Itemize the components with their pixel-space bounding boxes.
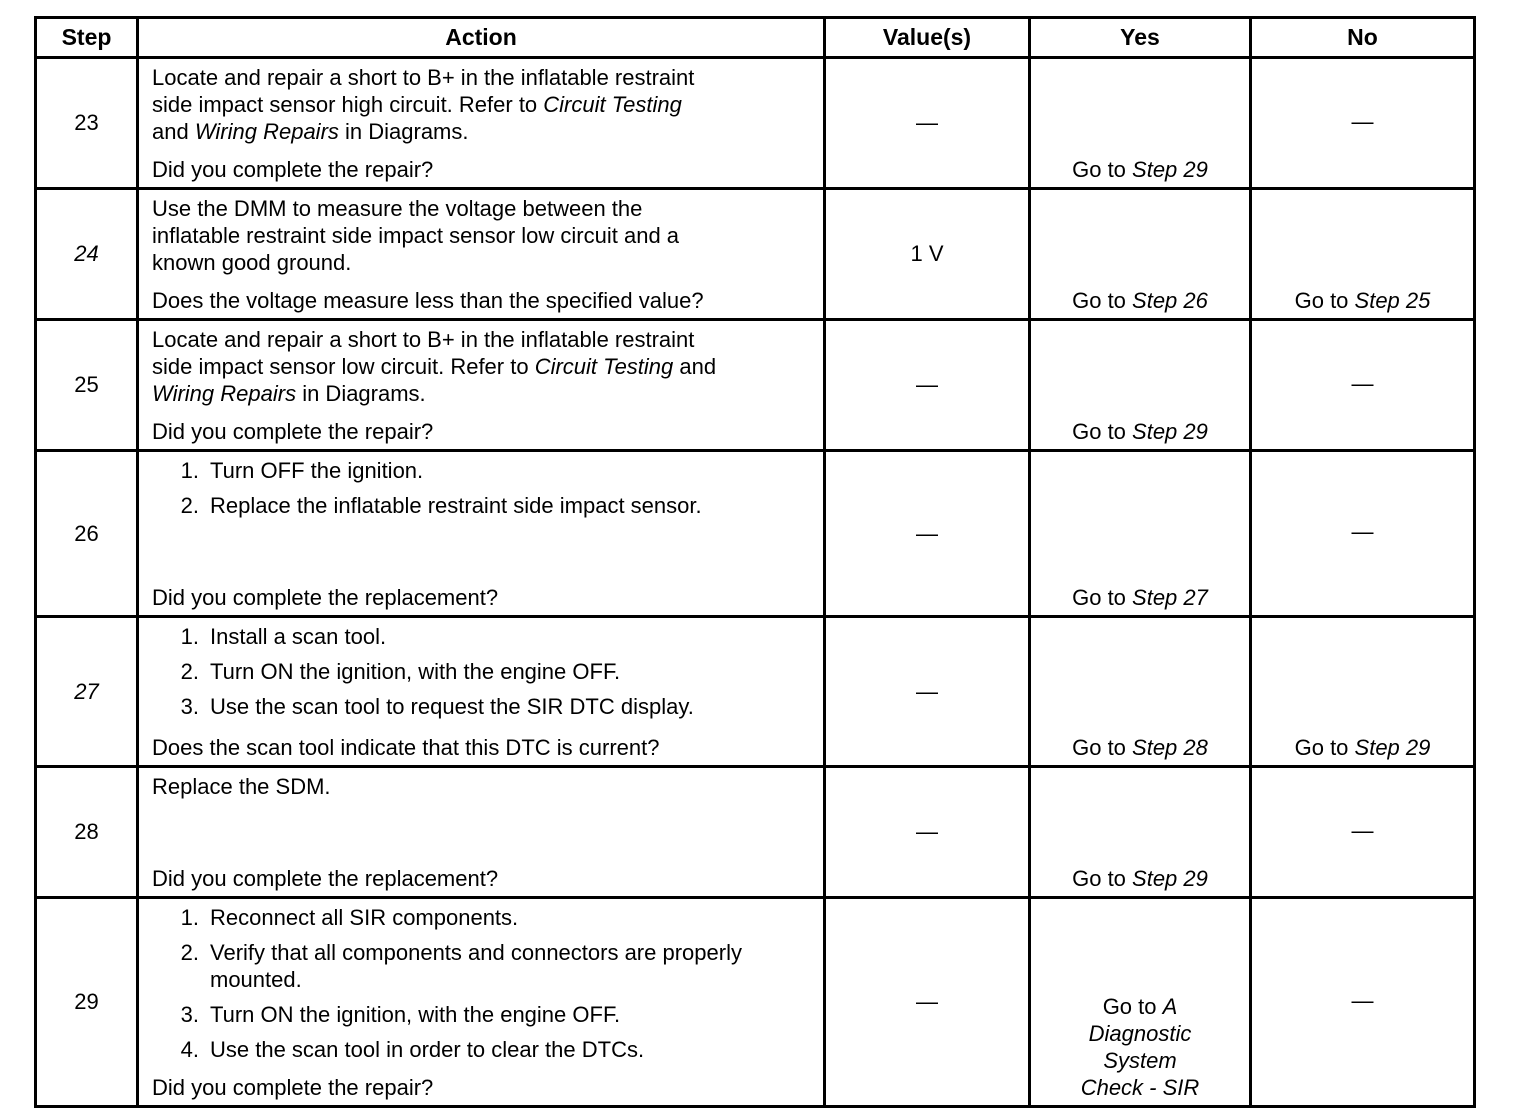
yes-prefix: Go to — [1072, 288, 1133, 313]
yes-cell — [1030, 58, 1251, 189]
action-text: inflatable restraint side impact sensor low circuit and a — [152, 223, 680, 248]
numbered-step — [152, 1036, 811, 1063]
table-row — [36, 320, 1475, 451]
no-cell — [1251, 451, 1475, 617]
step-number: 26 — [36, 451, 138, 617]
action-line — [152, 91, 811, 118]
action-text: side impact sensor high circuit. Refer to — [152, 92, 544, 117]
yes-cell — [1030, 767, 1251, 898]
header-row — [36, 18, 1475, 58]
numbered-step — [152, 492, 811, 519]
action-instructions — [152, 623, 811, 728]
step-index: 4. — [180, 1037, 199, 1062]
action-content — [139, 59, 823, 187]
yes-cell — [1030, 898, 1251, 1107]
cross-reference: Circuit Testing — [543, 92, 682, 117]
action-text: in Diagrams. — [296, 381, 426, 406]
step-index: 2. — [180, 659, 199, 684]
yes-cell — [1030, 320, 1251, 451]
yes-prefix: Go to — [1102, 994, 1163, 1019]
numbered-steps — [152, 457, 811, 519]
no-dash: — — [1351, 817, 1374, 843]
action-text: Locate and repair a short to B+ in the inflatable restraint — [152, 65, 695, 90]
no-cell — [1251, 58, 1475, 189]
numbered-step — [152, 457, 811, 484]
step-text: Turn OFF the ignition. — [210, 458, 424, 483]
header-yes: Yes — [1030, 18, 1251, 58]
yes-cell — [1030, 617, 1251, 767]
table-row — [36, 617, 1475, 767]
action-text: and — [673, 354, 717, 379]
step-number: 28 — [36, 767, 138, 898]
header-action: Action — [138, 18, 825, 58]
step-index: 2. — [180, 940, 199, 965]
no-dash: — — [1351, 987, 1374, 1013]
action-line — [152, 773, 811, 800]
action-line — [152, 353, 811, 380]
action-line — [152, 326, 811, 353]
value-cell: — — [825, 451, 1030, 617]
yes-prefix: Go to — [1072, 866, 1133, 891]
table-row — [36, 189, 1475, 320]
action-cell — [138, 58, 825, 189]
no-cell — [1251, 898, 1475, 1107]
step-index: 3. — [180, 1002, 199, 1027]
action-question: Did you complete the replacement? — [152, 585, 499, 610]
yes-step-reference: Step 26 — [1132, 288, 1208, 313]
diagnostic-table — [34, 16, 1476, 1108]
action-cell — [138, 320, 825, 451]
table-row — [36, 58, 1475, 189]
action-content — [139, 618, 823, 765]
table-row — [36, 898, 1475, 1107]
header-step: Step — [36, 18, 138, 58]
yes-cell — [1030, 189, 1251, 320]
action-question: Does the scan tool indicate that this DTC is current? — [152, 735, 660, 760]
step-number: 29 — [36, 898, 138, 1107]
action-line — [152, 380, 811, 407]
action-content — [139, 321, 823, 449]
action-cell — [138, 451, 825, 617]
action-text: Locate and repair a short to B+ in the inflatable restraint — [152, 327, 695, 352]
step-index: 1. — [180, 905, 199, 930]
value-cell: — — [825, 58, 1030, 189]
step-text: Replace the inflatable restraint side impact sensor. — [210, 493, 702, 518]
step-text: Verify that all components and connectors are properly mounted. — [210, 940, 742, 992]
step-number: 27 — [36, 617, 138, 767]
step-number: 25 — [36, 320, 138, 451]
action-line — [152, 195, 811, 222]
step-index: 3. — [180, 694, 199, 719]
action-content — [139, 452, 823, 615]
action-instructions — [152, 326, 811, 407]
step-text: Reconnect all SIR components. — [210, 905, 519, 930]
action-text: Use the DMM to measure the voltage between the — [152, 196, 643, 221]
action-line — [152, 64, 811, 91]
header-values: Value(s) — [825, 18, 1030, 58]
action-cell — [138, 617, 825, 767]
action-instructions — [152, 457, 811, 527]
no-step-reference: Step 29 — [1354, 735, 1431, 760]
action-text: side impact sensor low circuit. Refer to — [152, 354, 535, 379]
numbered-step — [152, 693, 811, 720]
yes-step-reference: Step 29 — [1132, 866, 1208, 891]
action-instructions — [152, 195, 811, 276]
action-instructions — [152, 773, 811, 800]
step-text: Use the scan tool in order to clear the DTCs. — [210, 1037, 645, 1062]
action-content — [139, 190, 823, 318]
numbered-step — [152, 658, 811, 685]
action-content — [139, 768, 823, 896]
step-index: 1. — [180, 458, 199, 483]
value-cell: 1 V — [825, 189, 1030, 320]
no-dash: — — [1351, 370, 1374, 396]
numbered-step — [152, 904, 811, 931]
no-dash: — — [1351, 519, 1374, 544]
no-prefix: Go to — [1294, 735, 1355, 760]
step-text: Use the scan tool to request the SIR DTC display. — [210, 694, 694, 719]
step-number: 24 — [36, 189, 138, 320]
action-cell — [138, 189, 825, 320]
numbered-steps — [152, 904, 811, 1063]
value-cell: — — [825, 767, 1030, 898]
no-cell — [1251, 189, 1475, 320]
yes-prefix: Go to — [1072, 419, 1133, 444]
action-text: Replace the SDM. — [152, 774, 331, 799]
action-instructions — [152, 64, 811, 145]
action-line — [152, 118, 811, 145]
yes-step-reference: A Diagnostic System Check - SIR — [1080, 994, 1200, 1100]
no-cell — [1251, 320, 1475, 451]
no-prefix: Go to — [1294, 288, 1355, 313]
step-index: 1. — [180, 624, 199, 649]
action-text: known good ground. — [152, 250, 352, 275]
yes-cell — [1030, 451, 1251, 617]
numbered-steps — [152, 623, 811, 720]
action-line — [152, 249, 811, 276]
action-question: Does the voltage measure less than the specified value? — [152, 288, 704, 313]
step-text: Turn ON the ignition, with the engine OFF. — [210, 659, 621, 684]
action-line — [152, 222, 811, 249]
action-question: Did you complete the replacement? — [152, 866, 499, 891]
cross-reference: Wiring Repairs — [152, 381, 297, 406]
table-row — [36, 767, 1475, 898]
value-cell: — — [825, 320, 1030, 451]
action-cell — [138, 898, 825, 1107]
yes-step-reference: Step 27 — [1132, 585, 1208, 610]
cross-reference: Wiring Repairs — [194, 119, 339, 144]
numbered-step — [152, 939, 811, 993]
yes-step-reference: Step 29 — [1132, 419, 1208, 444]
no-cell — [1251, 767, 1475, 898]
action-text: in Diagrams. — [338, 119, 469, 144]
yes-prefix: Go to — [1072, 735, 1133, 760]
numbered-step — [152, 623, 811, 650]
table-row — [36, 451, 1475, 617]
action-question: Did you complete the repair? — [152, 1075, 434, 1100]
step-index: 2. — [180, 493, 199, 518]
cross-reference: Circuit Testing — [534, 354, 674, 379]
yes-step-reference: Step 29 — [1132, 157, 1208, 182]
action-text: and — [152, 119, 195, 144]
yes-step-reference: Step 28 — [1132, 735, 1208, 760]
yes-prefix: Go to — [1072, 585, 1133, 610]
no-dash: — — [1351, 108, 1374, 134]
action-cell — [138, 767, 825, 898]
action-question: Did you complete the repair? — [152, 157, 434, 182]
action-question: Did you complete the repair? — [152, 419, 434, 444]
header-no: No — [1251, 18, 1475, 58]
step-text: Turn ON the ignition, with the engine OFF. — [210, 1002, 621, 1027]
value-cell: — — [825, 898, 1030, 1107]
step-number: 23 — [36, 58, 138, 189]
action-instructions — [152, 904, 811, 1071]
action-content — [139, 899, 823, 1105]
step-text: Install a scan tool. — [210, 624, 387, 649]
value-cell: — — [825, 617, 1030, 767]
no-cell — [1251, 617, 1475, 767]
numbered-step — [152, 1001, 811, 1028]
no-step-reference: Step 25 — [1354, 288, 1431, 313]
table-body — [36, 58, 1475, 1107]
yes-prefix: Go to — [1072, 157, 1133, 182]
